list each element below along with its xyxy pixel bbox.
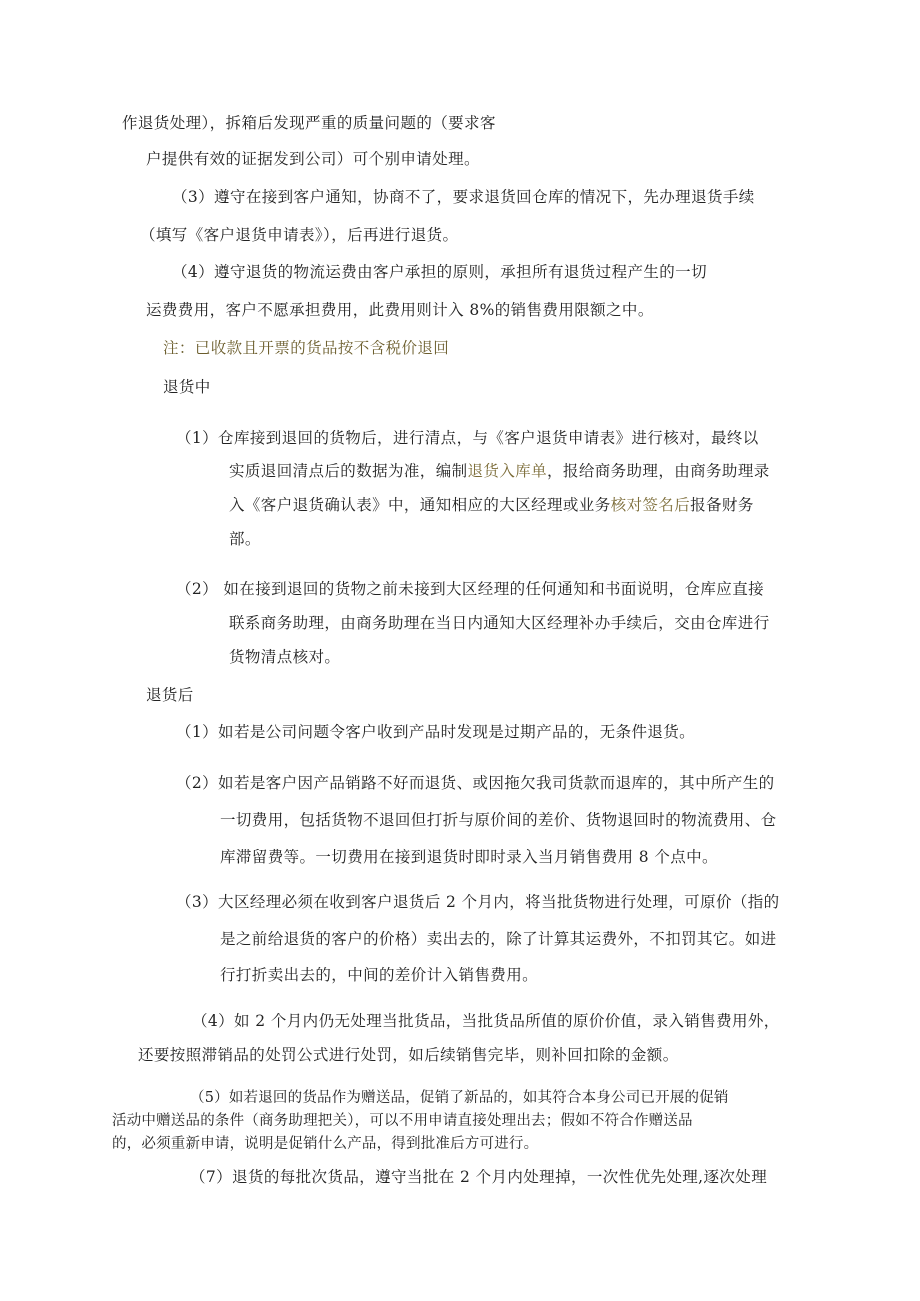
text-line: 行打折卖出去的，中间的差价计入销售费用。 xyxy=(220,966,539,984)
text-line: （3）大区经理必须在收到客户退货后 2 个月内，将当批货物进行处理，可原价（指的 xyxy=(176,893,780,911)
text-line: （5）如若退回的货品作为赠送品，促销了新品的，如其符合本身公司已开展的促销 xyxy=(190,1090,729,1106)
text-line: （1）仓库接到退回的货物后，进行清点，与《客户退货申请表》进行核对，最终以 xyxy=(176,429,759,447)
text-line: 户提供有效的证据发到公司）可个别申请处理。 xyxy=(146,150,480,168)
text-line: （4）遵守退货的物流运费由客户承担的原则，承担所有退货过程产生的一切 xyxy=(172,263,707,281)
text-line: （2） 如在接到退回的货物之前未接到大区经理的任何通知和书面说明，仓库应直接 xyxy=(176,580,764,598)
text-line: 库滞留费等。一切费用在接到退货时即时录入当月销售费用 8 个点中。 xyxy=(220,848,718,866)
text-span: ，报给商务助理，由商务助理录 xyxy=(547,462,770,480)
text-line: （4）如 2 个月内仍无处理当批货品，当批货品所值的原价价值，录入销售费用外， xyxy=(192,1012,780,1030)
text-line xyxy=(229,460,770,482)
text-line: 部。 xyxy=(229,530,261,548)
text-line: 联系商务助理，由商务助理在当日内通知大区经理补办手续后，交由仓库进行 xyxy=(229,614,770,632)
text-span: 入《客户退货确认表》中，通知相应的大区经理或业务 xyxy=(229,496,611,514)
highlight-text: 退货入库单 xyxy=(467,462,548,480)
text-line: 活动中赠送品的条件（商务助理把关），可以不用申请直接处理出去；假如不符合作赠送品 xyxy=(112,1113,693,1129)
text-line: 作退货处理），拆箱后发现严重的质量问题的（要求客 xyxy=(122,114,496,132)
text-line: 货物清点核对。 xyxy=(229,648,341,666)
text-line: （3）遵守在接到客户通知，协商不了，要求退货回仓库的情况下，先办理退货手续 xyxy=(172,188,755,206)
text-line xyxy=(229,494,754,516)
section-heading: 退货中 xyxy=(163,378,211,396)
text-line: （7）退货的每批次货品，遵守当批在 2 个月内处理掉，一次性优先处理,逐次处理 xyxy=(190,1168,768,1186)
text-span: 报备财务 xyxy=(690,496,754,514)
text-line: 的，必须重新申请，说明是促销什么产品，得到批准后方可进行。 xyxy=(112,1136,539,1152)
text-line: 运费费用，客户不愿承担费用，此费用则计入 8%的销售费用限额之中。 xyxy=(146,301,654,319)
text-line: 是之前给退货的客户的价格）卖出去的，除了计算其运费外，不扣罚其它。如进 xyxy=(220,930,777,948)
text-line: （填写《客户退货申请表》），后再进行退货。 xyxy=(140,226,459,244)
text-line: 一切费用，包括货物不退回但打折与原价间的差价、货物退回时的物流费用、仓 xyxy=(220,811,777,829)
highlight-text: 核对签名后 xyxy=(610,496,691,514)
note-line: 注：已收款且开票的货品按不含税价退回 xyxy=(163,339,450,357)
section-heading: 退货后 xyxy=(146,686,194,704)
text-line: 还要按照滞销品的处罚公式进行处罚，如后续销售完毕，则补回扣除的金额。 xyxy=(138,1046,679,1064)
text-line: （1）如若是公司问题令客户收到产品时发现是过期产品的，无条件退货。 xyxy=(176,723,696,741)
text-span: 实质退回清点后的数据为准，编制 xyxy=(229,462,468,480)
text-line: （2）如若是客户因产品销路不好而退货、或因拖欠我司货款而退库的，其中所产生的 xyxy=(176,774,775,792)
